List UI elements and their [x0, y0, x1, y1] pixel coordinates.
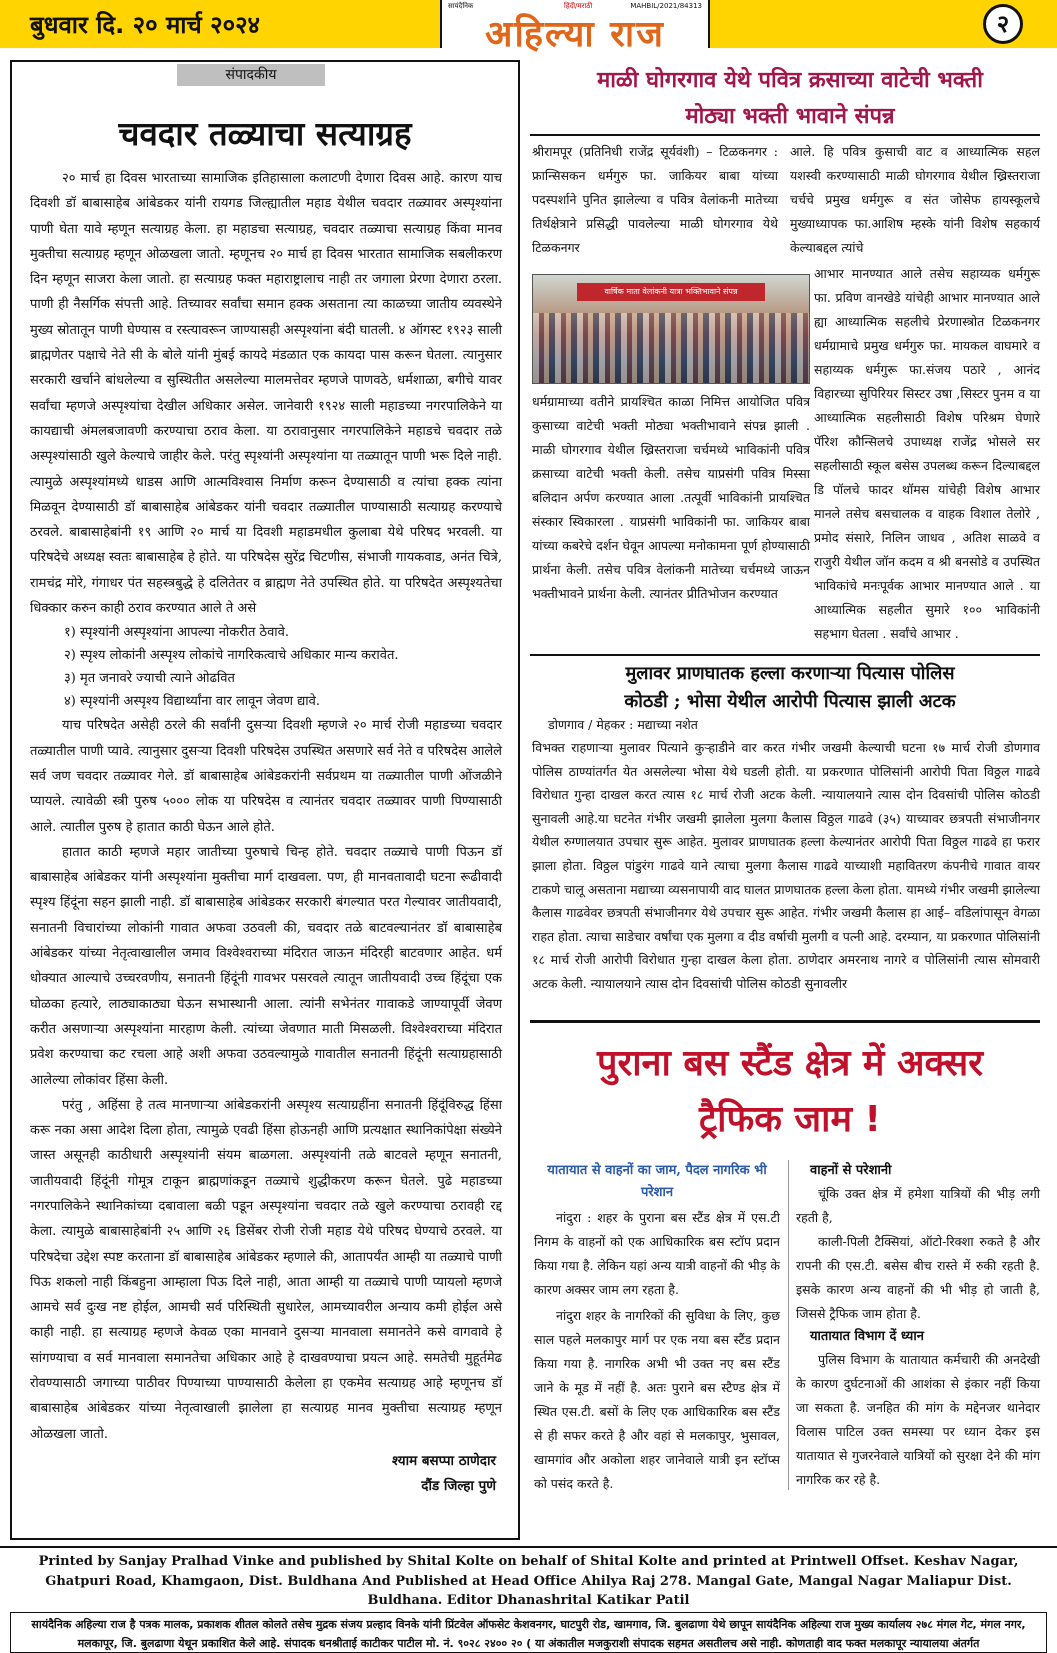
article3-paragraph: नांदुरा शहर के नागरिकों की सुविधा के लिए, कुछ साल पहले मलकापुर मार्ग पर एक नया बस स्टैंड प्रदान किया गया है. नागरिक अभी भी उक्त नए बस स्टैंड जाने के मूड में नहीं है. अतः पुराने बस स्टैण्ड क्षेत्र में स्थित एस.टी. बसों के लिए एक आधिकारिक बस स्टैंड से ही सफर करते है और वहां से मलकापुर, भुसावल, खामगांव और अकोला शहर जानेवाले यात्री इन स्टॉप्स को पसंद करते है.: [534, 1308, 780, 1491]
logo-tagline: सायंदैनिक: [448, 2, 474, 10]
editorial-paragraph: हातात काठी म्हणजे महार जातीच्या पुरुषाचे चिन्ह होते. चवदार तळ्याचे पाणी पिऊन डॉ बाबासाहेब आंबेडकर यांनी अस्पृश्यांना मुक्तीचा मार्ग दाखवला. पण, ही मानवतावादी घटना रूढीवादी स्पृश्य हिंदूंना सहन झाली नाही. डॉ बाबासाहेब आंबेडकर सरकारी बंगल्यात परत गेल्यावर जातीयवादी, सनातनी विचारांच्या लोकांनी गावात अफवा उठवली की, चवदार तळे बाटवल्यानंतर डॉ बाबासाहेब आंबेडकर यांच्या नेतृत्वाखालील जमाव विश्वेश्वराच्या मंदिरात जाऊन मंदिरही बाटवणार आहेत. धर्म धोक्यात आल्याचे उच्चरवणीय, सनातनी हिंदूंनी गावभर पसरवले त्यातून जातीयवादी उच्च हिंदूंचा एक घोळका हत्यारे, लाठ्याकाठ्या घेऊन सभास्थानी आला. त्यांनी सभेनंतर गावाकडे जाण्यापूर्वी जेवण करीत असणाऱ्या अस्पृश्यांना मारहाण केली. त्यांच्या जेवणात माती मिसळली. विश्वेश्वराच्या मंदिरात प्रवेश करण्याचा कट रचला आहे अशी अफवा उठवल्यामुळे गावातील सनातनी हिंदूंनी सत्याग्रहासाठी आलेल्या लोकांवर हिंसा केली.: [30, 844, 502, 1088]
divider: [530, 134, 1040, 136]
newspaper-logo: [440, 0, 710, 55]
headline-line: मुलावर प्राणघातक हल्ला करणाऱ्या पित्यास पोलिस: [625, 663, 955, 684]
article3-headline: [530, 1036, 1050, 1148]
registration-number: MAHBIL/2021/84313: [630, 2, 702, 10]
newspaper-name: अहिल्या राज: [485, 14, 665, 55]
resolution-item: ३) मृत जनावरे ज्याची त्याने ओढवित: [64, 671, 235, 687]
divider: [530, 1020, 1040, 1023]
resolution-item: २) स्पृश्य लोकांनी अस्पृश्य लोकांचे नागरिकत्वाचे अधिकार मान्य करावेत.: [64, 648, 399, 664]
imprint-marathi: सायंदैनिक अहिल्या राज है पत्रक मालक, प्रकाशक शीतल कोलते तसेच मुद्रक संजय प्रल्हाद विनके यांनी प्रिंटवेल ऑफसेट केशवनगर, घाटपुरी रोड, खामगाव, जि. बुलढाणा येथे छापून सायंदैनिक अहिल्या राज मुख्य कार्यालय २७८ मंगल गेट, मंगल नगर, मलकापूर, जि. बुलढाणा येथून प्रकाशित केले आहे. संपादक धनश्रीताई काटीकर पाटील मो. नं. ९०२८ २४०० २० ( या अंकातील मजकुराशी संपादक सहमत असतीलच असे नाही. कोणताही वाद फक्त मलकापूर न्यायालया अंतर्गत: [10, 1612, 1047, 1653]
article1-column-left-bottom: धर्मग्रामाच्या वतीने प्रायश्चित काळा निमित्त आयोजित पवित्र कुसाच्या वाटेची भक्ती मोठ्या भक्तीभावाने संपन्न झाली . माळी घोगरगाव येथील ख्रिस्तराजा चर्चमध्ये भाविकांनी पवित्र क्रसाच्या वाटेची भक्ती केली. तसेच याप्रसंगी पवित्र मिस्सा बलिदान अर्पण करण्यात आला .तत्पूर्वी भाविकांनी प्रायश्चित संस्कार स्विकारला . याप्रसंगी भाविकांनी फा. जाकियर बाबा यांच्या कबरेचे दर्शन घेवून आपल्या मनोकामना पूर्ण होण्यासाठी प्रार्थना केली. तसेच पवित्र वेलांकनी मातेच्या चर्चमध्ये जाऊन भक्तीभावने प्रार्थना केली. त्यानंतर प्रीतिभोजन करण्यात: [532, 394, 810, 601]
editorial-title: चवदार तळ्याचा सत्याग्रह: [118, 114, 412, 153]
editorial-paragraph: २० मार्च हा दिवस भारताच्या सामाजिक इतिहासाला कलाटणी देणारा दिवस आहे. कारण याच दिवशी डॉ बाबासाहेब आंबेडकर यांनी रायगड जिल्ह्यातील महाड येथील चवदार तळ्यावर अस्पृश्यांना पाणी घेता यावे म्हणून सत्याग्रह केला. हा महाडचा सत्याग्रह, चवदार तळ्याचा सत्याग्रह किंवा मानव मुक्तीचा सत्याग्रह म्हणून ओळखला जातो. म्हणूनच २० मार्च हा दिवस भारतात सामाजिक सबलीकरण दिन म्हणून साजरा केला जातो. हा सत्याग्रह फक्त महाराष्ट्रालाच नाही तर जगाला प्रेरणा देणारा ठरला. पाणी ही नैसर्गिक संपत्ती आहे. तिच्यावर सर्वांचा समान हक्क असताना त्या काळच्या जातीय व्यवस्थेने मुख्य स्रोतातून पाणी घेण्यास व रस्त्यावरून जाण्यासही अस्पृश्यांना बंदी घातली. ४ ऑगस्ट १९२३ साली ब्राह्मणेतर पक्षाचे नेते सी के बोले यांनी मुंबई कायदे मंडळात एक कायदा पास करून घेतला. त्यानुसार सरकारी खर्चाने बांधलेल्या व सुस्थितीत असलेल्या मालमत्तेवर म्हणजे पाणवठे, धर्मशाळा, बगीचे यावर सर्वांचा म्हणजे अस्पृश्यांचा देखील अधिकार असेल. जानेवारी १९२४ साली महाडच्या नगरपालिकेने या कायद्याची अंमलबजावणी करण्याचा ठराव केला. या ठरावानुसार नगरपालिकेने महाडचे चवदार तळे अस्पृश्यांसाठी खुले केल्याचे जाहीर केले. परंतु स्पृश्यांनी अस्पृश्यांना या तळ्यातून पाणी भरू दिले नाही. त्यामुळे अस्पृश्यांमध्ये धाडस आणि आत्मविश्वास निर्माण करून देण्यासाठी व त्यांचा हक्क त्यांना मिळवून देण्यासाठी डॉ बाबासाहेब आंबेडकर यांनी चवदार तळ्यातील पाण्यासाठी सत्याग्रह करण्याचे ठरवले. बाबासाहेबांनी १९ आणि २० मार्च या दिवशी महाडमधील कुलाबा येथे परिषद भरवली. या परिषदेचे अध्यक्ष स्वतः बाबासाहेब हे होते. या परिषदेस सुरेंद्र चिटणीस, संभाजी गायकवाड, अनंत चित्रे, रामचंद्र मोरे, गंगाधर पंत सहस्त्रबुद्धे हे दलितेतर व ब्राह्मण नेते उपस्थित होते. या परिषदेत अस्पृश्यतेचा धिक्कार करुन काही ठराव करण्यात आले ते असे: [30, 171, 502, 617]
author-place: दौंड जिल्हा पुणे: [421, 1477, 496, 1494]
resolution-item: १) स्पृश्यांनी अस्पृश्यांना आपल्या नोकरीत ठेवावे.: [64, 625, 290, 641]
headline-line: कोठडी ; भोसा येथील आरोपी पित्यास झाली अटक: [624, 691, 956, 712]
article1-column-right-bottom: आभार मानण्यात आले तसेच सहाय्यक धर्मगुरू फा. प्रविण वानखेडे यांचेही आभार मानण्यात आले ह्या आध्यात्मिक सहलीचे प्रेरणास्त्रोत टिळकनगर धर्मग्रामाचे प्रमुख धर्मगुरु फा. मायकल वाघमारे व सहाय्यक धर्मगुरू फा.संजय पठारे , आनंद विहारच्या सुपिरियर सिस्टर उषा ,सिस्टर पुनम व या आध्यात्मिक सहलीसाठी विशेष परिश्रम घेणारे पॅरिश कौन्सिलचे उपाध्यक्ष राजेंद्र भोसले सर सहलीसाठी स्कूल बसेस उपलब्ध करून दिल्याबद्दल डि पॉलचे फादर थॉमस यांचेही विशेष आभार मानले तसेच बसचालक व वाहक विशाल तेलोरे , प्रमोद संसारे, निलिन जाधव , अतिश साळवे व राजुरी येथील जॉन कदम व श्री बनसोडे व उपस्थित भाविकांचे मनःपूर्वक आभार मानण्यात आले . या आध्यात्मिक सहलीत सुमारे १०० भाविकांनी सहभाग घेतला . सर्वांचे आभार .: [814, 266, 1040, 641]
article3-column-right: [796, 1160, 1040, 1492]
headline-line: ट्रैफिक जाम !: [699, 1099, 881, 1140]
column-divider: [788, 1160, 789, 1490]
article3-paragraph: चूंकि उक्त क्षेत्र में हमेशा यात्रियों की भीड़ लगी रहती है,: [796, 1186, 1040, 1225]
headline-line: माळी घोगरगाव येथे पवित्र क्रसाच्या वाटेची भक्ती: [597, 67, 983, 93]
footer-divider: [0, 1546, 1057, 1548]
masthead: [0, 0, 1057, 55]
photo-crowd: [533, 313, 809, 383]
article1-headline: [530, 62, 1050, 134]
article3-column-left: [534, 1160, 780, 1496]
imprint-english: Printed by Sanjay Pralhad Vinke and published by Shital Kolte on behalf of Shital Kolte and printed at Printwell Offset. Keshav Nagar, Ghatpuri Road, Khamgaon, Dist. Buldhana And Published at Head Office Ahilya Raj 278. Mangal Gate, Mangal Nagar Maliapur Dist. Buldhana. Editor Dhanashrital Katikar Patil: [38, 1554, 1019, 1608]
photo-banner: वार्षिक माता वेलांकनी यात्रा भक्तिभावाने संपन्न: [577, 283, 765, 301]
logo-languages: हिंदी/मराठी: [564, 2, 593, 10]
editorial-paragraph: याच परिषदेत असेही ठरले की सर्वांनी दुसऱ्या दिवशी म्हणजे २० मार्च रोजी महाडच्या चवदार तळ्यातील पाणी प्यावे. त्यानुसार दुसऱ्या दिवशी परिषदेस उपस्थित असणारे सर्व नेते व परिषदेस आलेले सर्व जण चवदार तळ्यावर गेले. डॉ बाबासाहेब आंबेडकरांनी सर्वप्रथम या तळ्यातील पाणी ओंजळीने प्यायले. त्यावेळी स्त्री पुरुष ५००० लोक या परिषदेस व त्यानंतर चवदार तळ्यावर पाणी पिण्यासाठी आले. त्यातील पुरुष हे हातात काठी घेऊन आले होते.: [30, 718, 502, 835]
resolution-list: [30, 621, 502, 713]
group-photo: [532, 274, 810, 384]
article1-column-right-top: आले. हि पवित्र कुसाची वाट व आध्यात्मिक सहल यशस्वी करण्यासाठी माळी घोगरगाव येथील ख्रिस्तराजा चर्चचे प्रमुख धर्मगुरू व संत जोसेफ हायस्कूलचे मुख्याध्यापक फा.आशिष म्हस्के यांनी विशेष सहकार्य केल्याबद्दल त्यांचे: [790, 144, 1040, 255]
author-name: श्याम बसप्पा ठाणेदार: [392, 1452, 496, 1469]
article1-column-left-top: श्रीरामपूर (प्रतिनिधी राजेंद्र सूर्यवंशी) – टिळकनगर : फ्रान्सिसकन धर्मगुरु फा. जाकियर बाबा यांच्या पदस्पर्शाने पुनित झालेल्या व पवित्र वेलांकनी मातेच्या तिर्थक्षेत्राने प्रसिद्धी पावलेल्या माळी घोगरगाव येथे टिळकनगर: [532, 144, 778, 255]
headline-line: पुराना बस स्टैंड क्षेत्र में अक्सर: [597, 1043, 983, 1084]
article3-paragraph: नांदुरा : शहर के पुराना बस स्टैंड क्षेत्र में एस.टी निगम के वाहनों को एक आधिकारिक बस स्टॉप प्रदान किया गया है. लेकिन यहां अन्य यात्री वाहनों की भीड़ के कारण अक्सर जाम लग रहता है.: [534, 1210, 780, 1297]
page-number-badge: २: [983, 4, 1023, 44]
resolution-item: ४) स्पृश्यांनी अस्पृश्य विद्यार्थ्यांना वार लावून जेवण द्यावे.: [64, 694, 321, 710]
article3-subheading: यातायात से वाहनों का जाम, पैदल नागरिक भी परेशान: [547, 1163, 767, 1200]
article2-headline: [530, 660, 1050, 716]
article3-paragraph: काली-पिली टैक्सियां, ऑटो-रिक्शा रुकते है और रापनी की एस.टी. बसेस बीच रास्ते में रुकी रहती है. इसके कारण अन्य वाहनों की भी भीड़ हो जाती है, जिससे ट्रैफिक जाम होता है.: [796, 1234, 1040, 1321]
editorial-body: [30, 166, 502, 1499]
article3-subheading: वाहनों से परेशानी: [810, 1163, 892, 1178]
editorial-label: संपादकीय: [177, 64, 325, 86]
editorial-paragraph: परंतु , अहिंसा हे तत्व मानणाऱ्या आंबेडकरांनी अस्पृश्य सत्याग्रहींना सनातनी हिंदूंविरुद्ध हिंसा करू नका असा आदेश दिला होता, त्यामुळे एवढी हिंसा होऊनही आणि प्रत्यक्षात स्थानिकांपेक्षा संख्येने जास्त असूनही काठीधारी अस्पृश्यांनी संयम बाळगला. अस्पृश्यांनी तळे बाटवले म्हणून सनातनी, जातीयवादी हिंदूंनी गोमूत्र टाकून ब्राह्मणांकडून तळ्याचे शुद्धीकरण करून घेतले. पुढे महाडच्या नगरपालिकेने स्थानिकांच्या दबावाला बळी पडून अस्पृश्यांना चवदार तळे खुले करण्याचा ठरावही रद्द केला. त्यामुळे बाबासाहेबांनी २५ आणि २६ डिसेंबर रोजी रोजी महाड येथे परिषद घेण्याचे ठरवले. या परिषदेचा उद्देश स्पष्ट करताना डॉ बाबासाहेब आंबेडकर म्हणाले की, आतापर्यंत आम्ही या तळ्याचे पाणी पिऊ शकलो नाही किंबहुना आम्हाला पिऊ दिले नाही, आता आम्ही या तळ्याचे पाणी प्यायलो म्हणजे आमचे सर्व दुःख नष्ट होईल, आमची सर्व परिस्थिती सुधारेल, आमच्यावरील अन्याय कमी होईल असे काही नाही. हा सत्याग्रह म्हणजे केवळ एका मानवाने दुसऱ्या मानवाला समानतेने कसे वागवावे हे सांगण्याचा व सर्व मानवाला समानतेचा अधिकार आहे हे दाखवण्याचा प्रयत्न आहे. समतेची मुहूर्तमेढ रोवण्यासाठी जगाच्या पाठीवर पिण्याच्या पाण्यासाठी केलेला हा एकमेव सत्याग्रह आहे म्हणूनच डॉ बाबासाहेब आंबेडकर यांच्या नेतृत्वाखाली झालेला हा सत्याग्रह मानव मुक्तीचा सत्याग्रह म्हणून ओळखला जातो.: [30, 1097, 502, 1442]
article2-body: विभक्त राहणाऱ्या मुलावर पित्याने कुऱ्हाडीने वार करत गंभीर जखमी केल्याची घटना १७ मार्च रोजी डोणगाव पोलिस ठाण्यांतर्गत येत असलेल्या भोसा येथे घडली होती. या प्रकरणात पोलिसांनी आरोपी पिता विठ्ठल गाढवे विरोधात गुन्हा दाखल करत त्यास १८ मार्च रोजी अटक केली. न्यायालयाने त्यास दोन दिवसांची पोलिस कोठडी सुनावली आहे.या घटनेत गंभीर जखमी झालेला मुलगा कैलास विठ्ठल गाढवे (३५) याच्यावर छत्रपती संभाजीनगर येथील रुग्णालयात उपचार सुरू आहेत. मुलावर प्राणघातक हल्ला केल्यानंतर आरोपी पिता विठ्ठल गाढवे हा फरार झाला होता. विठ्ठल पांडुरंग गाढवे याने त्याचा मुलगा कैलास गाढवे याच्याशी महावितरण कंपनीचे गावात वायर टाकणे चालू असताना मद्याच्या व्यसनापायी वाद घालत प्राणघातक हल्ला केला होता. यामध्ये गंभीर जखमी झालेल्या कैलास गाढवेवर छत्रपती संभाजीनगर येथे उपचार सुरू आहेत. गंभीर जखमी कैलास हा आई– वडिलांपासून वेगळा राहत होता. त्याचा साडेचार वर्षांचा एक मुलगा व दीड वर्षाची मुलगी व पत्नी आहे. दरम्यान, या प्रकरणात पोलिसांनी १८ मार्च रोजी आरोपी विरोधात गुन्हा दाखल केला होता. ठाणेदार अमरनाथ नागरे व पोलिसांनी त्यास सोमवारी अटक केली. न्यायालयाने त्यास दोन दिवसांची पोलिस कोठडी सुनावलीर: [532, 740, 1040, 991]
editorial-section: [10, 60, 520, 1540]
article3-subheading: यातायात विभाग दें ध्यान: [810, 1329, 924, 1344]
headline-line: मोठ्या भक्ती भावाने संपन्न: [685, 103, 895, 129]
author-signature: [30, 1449, 502, 1499]
divider: [530, 654, 1040, 656]
article3-paragraph: पुलिस विभाग के यातायात कर्मचारी की अनदेखी के कारण दुर्घटनाओं की आशंका से इंकार नहीं किया जा सकता है. जनहित की मांग के मद्देनजर थानेदार विलास पाटिल उक्त समस्या पर ध्यान देकर इस यातायात से गुजरनेवाले यात्रियों को सुरक्षा देने की मांग नागरिक कर रहे है.: [796, 1352, 1040, 1487]
article2-dateline: डोणगाव / मेहकर : मद्याच्या नशेत: [548, 717, 698, 732]
issue-date: बुधवार दि. २० मार्च २०२४: [30, 11, 261, 39]
